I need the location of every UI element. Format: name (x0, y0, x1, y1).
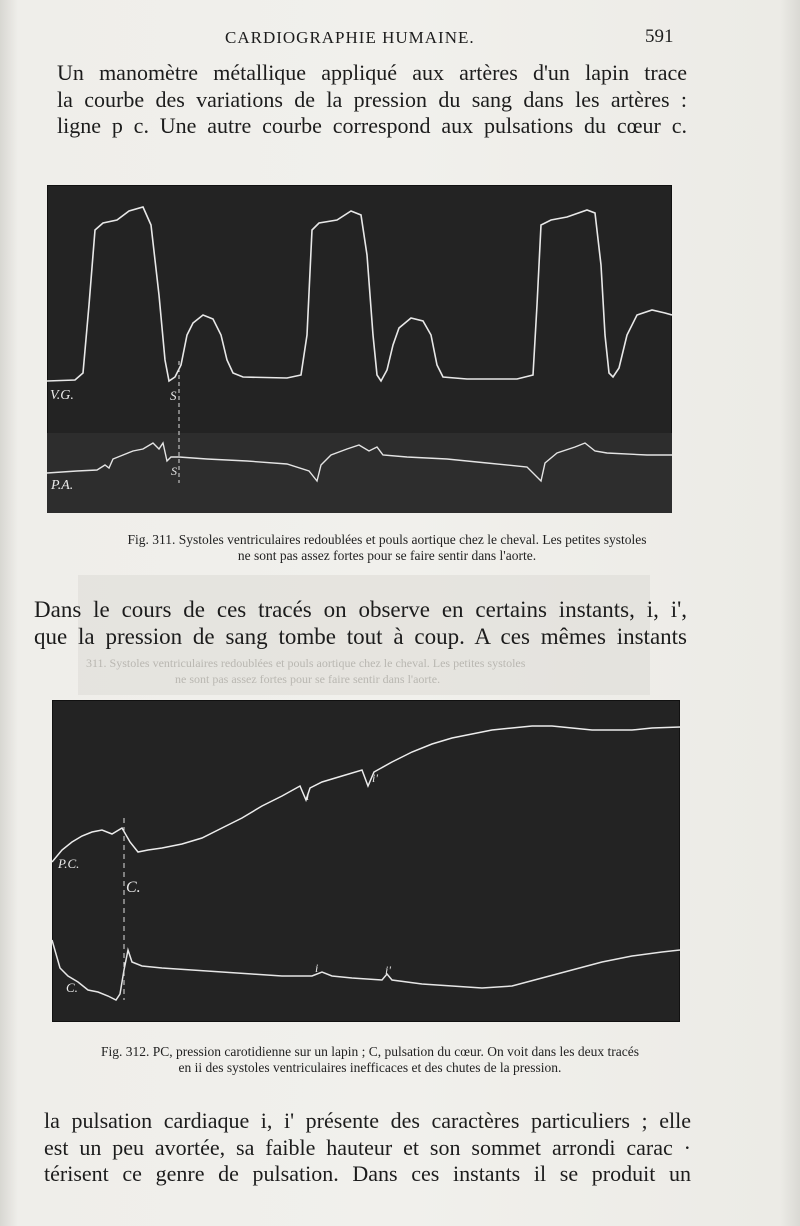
paragraph-line: ligne p c. Une autre courbe correspond aux pulsations du cœur c. (57, 113, 687, 138)
paragraph-1 (57, 60, 687, 140)
ventricle-trace (47, 207, 672, 381)
bleed-through-line: ne sont pas assez fortes pour se faire sentir dans l'aorte. (175, 672, 441, 686)
running-head (0, 26, 800, 54)
figure-311-caption (98, 532, 676, 564)
label-s-lower: S (171, 464, 177, 478)
label-i-prime-lower: i' (385, 963, 391, 977)
paragraph-line: la pulsation cardiaque i, i' présente des caractères particuliers ; elle (44, 1108, 691, 1133)
figure-312-svg (52, 700, 680, 1022)
running-title: CARDIOGRAPHIE HUMAINE. (225, 28, 475, 47)
caption-line: ne sont pas assez fortes pour se faire sentir dans l'aorte. (237, 548, 537, 563)
paragraph-line: est un peu avortée, sa faible hauteur et son sommet arrondi carac · (44, 1134, 691, 1160)
paragraph-line: Dans le cours de ces tracés on observe en certains instants, i, i', (34, 597, 687, 622)
caption-line: Fig. 312. PC, pression carotidienne sur un lapin ; C, pulsation du cœur. On voit dans les deux tracés (100, 1044, 640, 1059)
label-i-upper: i (306, 789, 310, 803)
paragraph-line: Un manomètre métallique appliqué aux artères d'un lapin trace (57, 60, 687, 85)
caption-line: en ii des systoles ventriculaires inefficaces et des chutes de la pression. (178, 1060, 562, 1075)
label-c-marker: C. (126, 879, 141, 896)
paragraph-line: la courbe des variations de la pression du sang dans les artères : (57, 86, 687, 112)
caption-line: Fig. 311. Systoles ventriculaires redoublées et pouls aortique chez le cheval. Les petites systoles (127, 532, 647, 547)
figure-312-caption (46, 1044, 694, 1076)
carotid-pressure-trace (52, 726, 680, 862)
figure-311-tracing (47, 185, 672, 513)
paragraph-3 (44, 1108, 691, 1188)
cardiac-pulsation-trace (52, 940, 680, 1000)
label-s-upper: S (170, 388, 177, 403)
figure-311-svg (47, 185, 672, 513)
label-c: C. (66, 980, 78, 995)
paragraph-line: que la pression de sang tombe tout à coup. A ces mêmes instants (34, 624, 687, 649)
label-pa: P.A. (51, 478, 74, 493)
bleed-through-line: 311. Systoles ventriculaires redoublées et pouls aortique chez le cheval. Les petites systoles (86, 656, 526, 670)
label-pc: P.C. (58, 856, 80, 871)
figure-312-tracing (52, 700, 680, 1022)
label-i-lower: i (315, 961, 319, 975)
paragraph-2 (34, 596, 687, 650)
page-number: 591 (645, 26, 674, 47)
label-vg: V.G. (50, 388, 74, 403)
label-i-prime-upper: i' (372, 771, 378, 785)
paragraph-line: térisent ce genre de pulsation. Dans ces instants il se produit un (44, 1161, 691, 1186)
